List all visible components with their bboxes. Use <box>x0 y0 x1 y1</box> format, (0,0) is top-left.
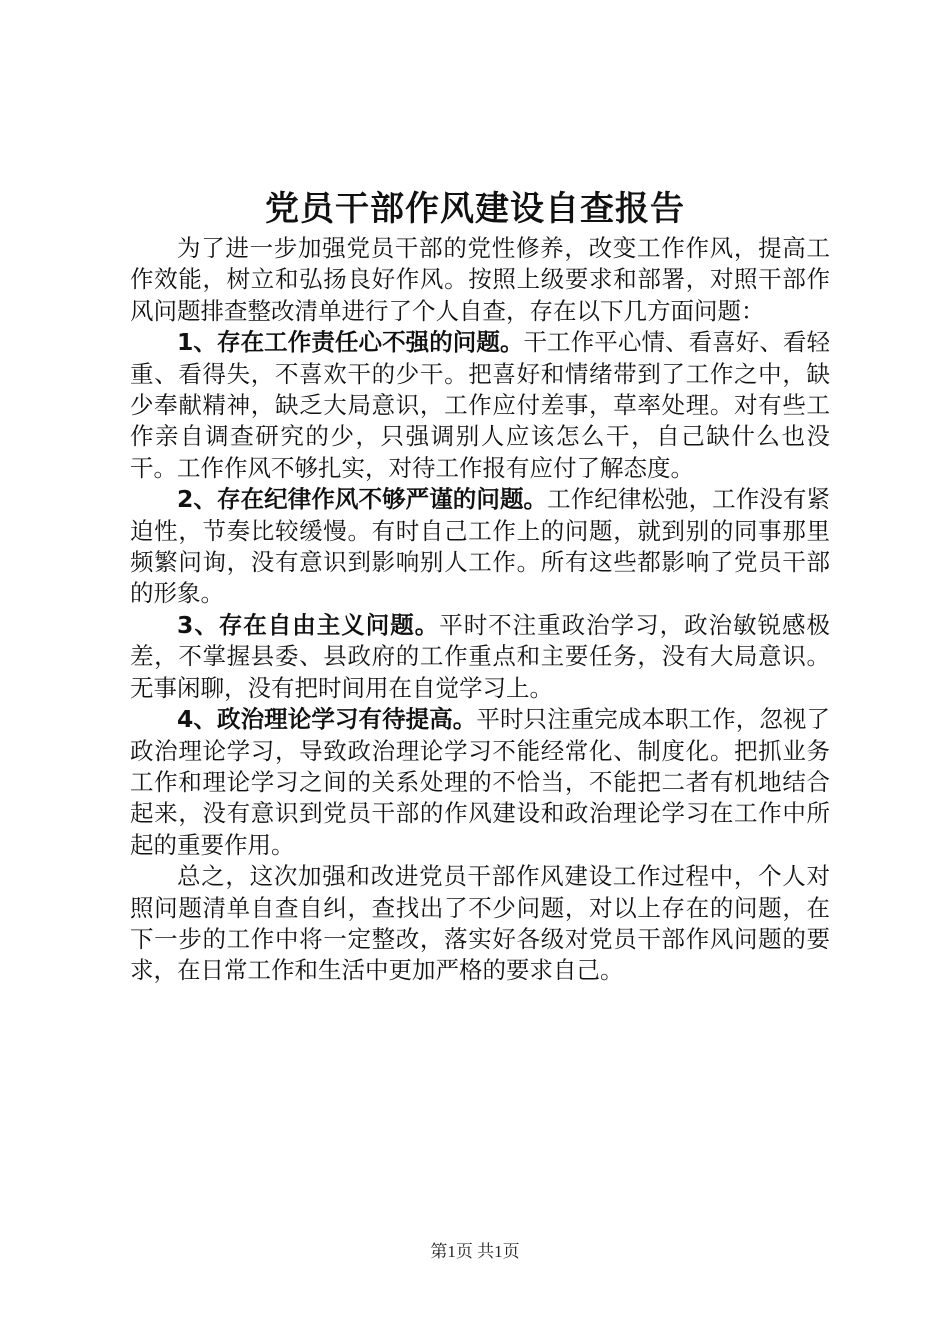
item-paragraph-1 <box>130 327 830 484</box>
page-footer: 第1页 共1页 <box>430 1242 520 1261</box>
document-body <box>130 233 830 987</box>
conclusion-paragraph: 总之，这次加强和改进党员干部作风建设工作过程中，个人对照问题清单自查自纠，查找出了不少问题，对以上存在的问题，在下一步的工作中将一定整改，落实好各级对党员干部作风问题的要求，在日常工作和生活中更加严格的要求自己。 <box>130 862 830 985</box>
item-heading: 3、存在自由主义问题。 <box>177 610 440 639</box>
item-paragraph-2 <box>130 484 830 610</box>
item-heading: 2、存在纪律作风不够严谨的问题。 <box>177 485 548 514</box>
item-text: 工作纪律松弛，工作没有紧迫性，节奏比较缓慢。有时自己工作上的问题，就到别的同事那里频繁问询，没有意识到影响别人工作。所有这些都影响了党员干部的形象。 <box>130 485 830 608</box>
item-text: 干工作平心情、看喜好、看轻重、看得失，不喜欢干的少干。把喜好和情绪带到了工作之中，缺少奉献精神，缺乏大局意识，工作应付差事，草率处理。对有些工作亲自调查研究的少，只强调别人应该怎么干，自己缺什么也没干。工作作风不够扎实，对待工作报有应付了解态度。 <box>130 328 830 482</box>
item-heading: 1、存在工作责任心不强的问题。 <box>177 328 524 357</box>
item-paragraph-3 <box>130 610 830 704</box>
item-text: 平时只注重完成本职工作，忽视了政治理论学习，导致政治理论学习不能经常化、制度化。把抓业务工作和理论学习之间的关系处理的不恰当，不能把二者有机地结合起来，没有意识到党员干部的作风建设和政治理论学习在工作中所起的重要作用。 <box>130 705 831 859</box>
item-paragraph-4 <box>130 704 830 861</box>
document-title: 党员干部作风建设自查报告 <box>265 189 685 229</box>
item-text: 平时不注重政治学习，政治敏锐感极差，不掌握县委、县政府的工作重点和主要任务，没有大局意识。无事闲聊，没有把时间用在自觉学习上。 <box>130 610 830 702</box>
item-heading: 4、政治理论学习有待提高。 <box>177 705 477 734</box>
intro-paragraph: 为了进一步加强党员干部的党性修养，改变工作作风，提高工作效能，树立和弘扬良好作风。按照上级要求和部署，对照干部作风问题排查整改清单进行了个人自查，存在以下几方面问题： <box>130 234 830 325</box>
